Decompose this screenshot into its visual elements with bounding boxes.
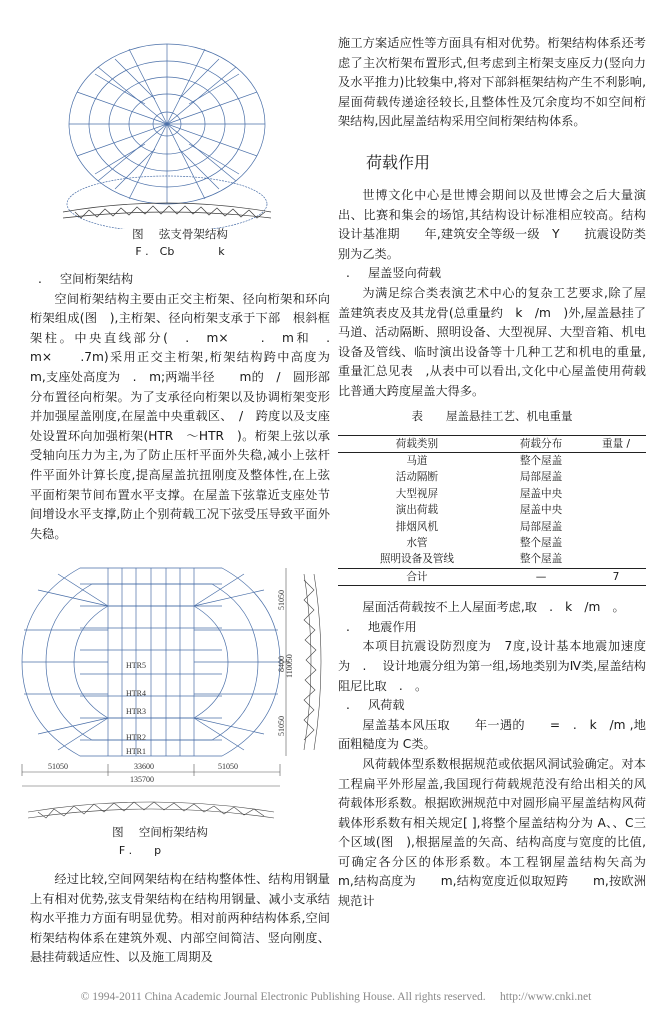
section-heading bbox=[30, 270, 330, 290]
table-row bbox=[338, 502, 646, 518]
subsection-wind bbox=[338, 696, 646, 716]
label-htr3: HTR3 bbox=[126, 707, 146, 716]
table-cell bbox=[586, 519, 646, 535]
copyright-footer: © 1994-2011 China Academic Journal Electronic Publishing House. All rights reserved. http://www.cnki.net bbox=[80, 991, 592, 1003]
table-cell bbox=[586, 469, 646, 485]
subsection-number: . bbox=[346, 698, 350, 713]
table-cell: 局部屋盖 bbox=[519, 471, 563, 484]
subsection-number: . bbox=[346, 619, 350, 634]
subsection-number: . bbox=[346, 266, 350, 281]
paragraph-live-load: 屋面活荷载按不上人屋面考虑,取 . k /m 。 bbox=[362, 600, 625, 615]
paragraph-hanging-loads: 为满足综合类表演艺术中心的复杂工艺要求,除了屋盖建筑表皮及其龙骨(总重量约 k /m )外,屋盖悬挂了马道、活动隔断、照明设备、大型视屏、大型音箱、机电设备及管线、临时演出设备等十几种工艺和机电的重量,重量汇总见表 ,从表中可以看出,文化中心屋盖使用荷载比普通大跨度屋盖大得多。 bbox=[338, 285, 646, 398]
paragraph-comparison: 经过比较,空间网架结构在结构整体性、结构用钢量上有相对优势,弦支骨架结构在结构用钢量、减小支承结构水平推力方面有明显优势。相对前两种结构体系,空间桁架结构体系在建筑外观、内部空间简洁、竖向刚度、悬挂荷载适应性、以及施工周期及 bbox=[30, 872, 330, 965]
table-header: 重量 / bbox=[601, 437, 631, 450]
table-cell bbox=[586, 486, 646, 502]
table-cell: 屋盖中央 bbox=[519, 504, 563, 517]
label-htr2: HTR2 bbox=[126, 733, 146, 742]
table-cell: 屋盖中央 bbox=[519, 487, 563, 500]
subsection-title: 风荷载 bbox=[368, 698, 405, 713]
table-cell: 演出荷载 bbox=[395, 504, 439, 517]
left-column-lower bbox=[30, 870, 330, 968]
paragraph-design-standard: 世博文化中心是世博会期间以及世博会之后大量演出、比赛和集会的场馆,其结构设计标准相应较高。结构设计基准期 年,建筑安全等级一级 Y 抗震设防类别为乙类。 bbox=[338, 187, 646, 261]
table-cell: 整个屋盖 bbox=[519, 454, 563, 467]
table-caption: 表 屋盖悬挂工艺、机电重量 bbox=[411, 408, 573, 423]
table-cell: 整个屋盖 bbox=[519, 553, 563, 566]
table-row bbox=[338, 551, 646, 568]
table-row bbox=[338, 519, 646, 535]
table-header: 荷载类别 bbox=[395, 437, 439, 450]
figure-bottom-caption: 图 空间桁架结构 bbox=[112, 825, 208, 839]
table-row bbox=[338, 486, 646, 502]
table-header: 荷载分布 bbox=[519, 437, 563, 450]
paragraph-seismic: 本项目抗震设防烈度为 7度,设计基本地震加速度为 . 设计地震分组为第一组,场地类别为Ⅳ类,屋盖结构阻尼比取 . 。 bbox=[338, 639, 646, 693]
label-htr1: HTR1 bbox=[126, 747, 146, 756]
dim-mid: 33600 bbox=[134, 762, 154, 771]
paragraph-wind-pressure: 屋盖基本风压取 年一遇的 = . k /m ,地面粗糙度为 C类。 bbox=[338, 717, 646, 752]
section-title: 空间桁架结构 bbox=[60, 272, 134, 286]
table-cell: 活动隔断 bbox=[395, 471, 439, 484]
section-heading-loads: 荷载作用 bbox=[366, 152, 431, 172]
figure-top-caption-en: F . Cb k bbox=[135, 245, 225, 258]
table-cell: 大型视屏 bbox=[395, 487, 439, 500]
dim-v-bottom: 51050 bbox=[277, 716, 286, 736]
loads-table bbox=[338, 435, 646, 587]
left-column-upper bbox=[30, 270, 343, 544]
table-cell: 局部屋盖 bbox=[519, 520, 563, 533]
table-cell: 马道 bbox=[406, 454, 428, 467]
label-htr4: HTR4 bbox=[126, 689, 146, 698]
subsection-title: 地震作用 bbox=[368, 619, 417, 634]
label-htr5: HTR5 bbox=[126, 661, 146, 670]
paragraph-space-truss: 空间桁架结构主要由正交主桁架、径向桁架和环向桁架组成(图 ),主桁架、径向桁架支承于下部 根斜框架柱。中央直线部分( . m× . m和 . m× .7m)采用正交主桁架,桁架结构跨中高度为 m,支座处高度为 . m;两端半径 m的 / 圆形部分布置径向桁架。为了支承径向桁架以及协调桁架变形并加强屋盖刚度,在屋盖中央重载区、 / 跨度以及支座处设置环向加强桁架(HTR ～HTR )。桁架上弦以承受轴向压力为主,为了防止压杆平面外失稳,减小上弦杆件平面外计算长度,提高屋盖抗扭刚度及整体性,在上弦平面桁架节间布置水平支撑。在屋盖下弦靠近支座处节间增设水平支撑,防止个别荷载工况下弦受压导致平面外失稳。 bbox=[30, 291, 343, 541]
table-cell bbox=[586, 535, 646, 551]
dim-v-mid-a: 8400 bbox=[277, 656, 286, 672]
figure-bottom-caption-en: F . p bbox=[118, 844, 162, 857]
table-cell: — bbox=[535, 570, 547, 583]
figure-top-caption: 图 弦支骨架结构 bbox=[132, 227, 228, 241]
table-cell bbox=[586, 502, 646, 518]
table-total-row bbox=[338, 568, 646, 585]
table-cell: 合计 bbox=[406, 570, 428, 583]
subsection-title: 屋盖竖向荷载 bbox=[368, 266, 442, 281]
table-cell bbox=[586, 452, 646, 469]
table-cell: 整个屋盖 bbox=[519, 536, 563, 549]
table-row bbox=[338, 535, 646, 551]
dim-total: 135700 bbox=[130, 775, 154, 784]
table-cell: 照明设备及管线 bbox=[379, 553, 455, 566]
paragraph-wind-coefficient: 风荷载体型系数根据规范或依据风洞试验确定。对本工程扁平外形屋盖,我国现行荷载规范没有给出相关的风荷载体形系数。根据欧洲规范中对圆形扁平屋盖结构风荷载体形系数有相关规定[ ],将整个屋盖结构分为 A、、C三个区域(图 ),根据屋盖的矢高、结构高度与宽度的比值,可确定各分区的体形系数。本工程钢屋盖结构矢高为 m,结构高度为 m,结构宽度近似取短跨 m,按欧洲规范计 bbox=[338, 756, 671, 909]
section-number: . bbox=[38, 272, 42, 286]
dim-v-mid-b: 110050 bbox=[285, 654, 294, 678]
table-cell: 7 bbox=[612, 570, 620, 583]
table-row bbox=[338, 469, 646, 485]
dim-right: 51050 bbox=[218, 762, 238, 771]
dim-left: 51050 bbox=[48, 762, 68, 771]
table-cell: 排烟风机 bbox=[395, 520, 439, 533]
table-row bbox=[338, 452, 646, 469]
figure-cable-supported-dome bbox=[55, 34, 305, 229]
paragraph-continuation: 施工方案适应性等方面具有相对优势。桁架结构体系还考虑了主次桁架布置形式,但考虑到主桁架支座反力(竖向力及水平推力)比较集中,将对下部斜框架结构产生不利影响,屋面荷载传递途径较长,且整体性及冗余度均不如空间桁架结构,因此屋盖结构采用空间桁架结构体系。 bbox=[338, 36, 646, 129]
subsection-vertical-loads bbox=[338, 264, 646, 284]
figure-space-truss bbox=[18, 560, 328, 822]
right-column bbox=[338, 34, 671, 912]
table-cell bbox=[586, 551, 646, 568]
subsection-seismic bbox=[338, 618, 646, 638]
table-cell: 水管 bbox=[406, 536, 428, 549]
dim-v-top: 51050 bbox=[277, 590, 286, 610]
table-header-row bbox=[338, 435, 646, 452]
